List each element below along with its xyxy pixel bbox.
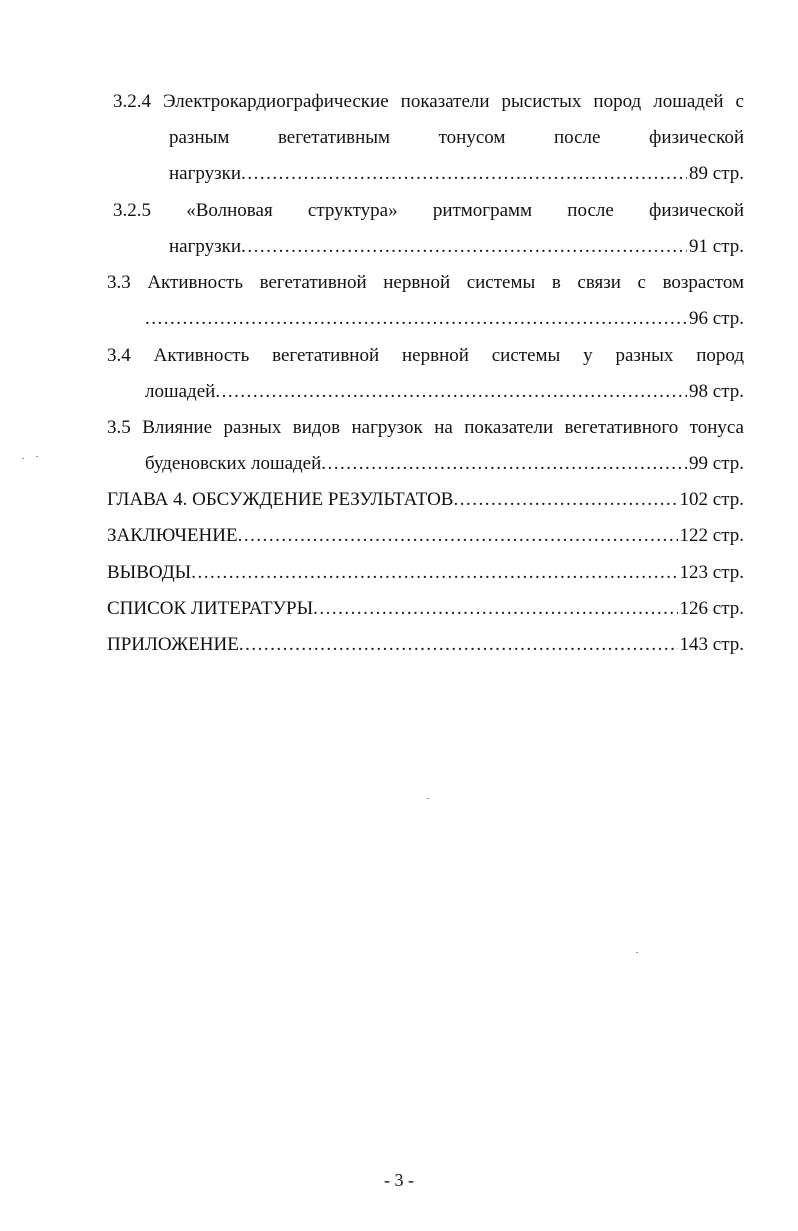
toc-entry-conclusion	[107, 518, 744, 554]
toc-entry-conclusion-text: ЗАКЛЮЧЕНИЕ	[107, 525, 238, 546]
toc-entry-3-5-line-2	[145, 446, 744, 482]
page-number: - 3 -	[384, 1170, 414, 1190]
toc-entry-3-2-4-line-2: разным вегетативным тонусом после физической	[169, 127, 744, 148]
scan-speck	[636, 952, 638, 953]
toc-leader-dots	[321, 446, 687, 482]
toc-entry-conclusion-page: 122 стр.	[679, 525, 744, 546]
toc-entry-chapter-4-text: ГЛАВА 4. ОБСУЖДЕНИЕ РЕЗУЛЬТАТОВ	[107, 489, 454, 510]
toc-entry-3-2-5-page: 91 стр.	[689, 236, 744, 257]
scan-speck	[36, 456, 38, 457]
scan-speck	[427, 798, 429, 799]
toc-entry-3-2-5-text: нагрузки	[169, 236, 242, 257]
toc-entry-3-5-line-1: 3.5 Влияние разных видов нагрузок на показатели вегетативного тонуса	[107, 417, 744, 438]
toc-entry-3-4-line-2	[145, 374, 744, 410]
toc-entry-3-4-page: 98 стр.	[689, 381, 744, 402]
toc-entry-references	[107, 591, 744, 627]
toc-leader-dots	[313, 591, 677, 627]
toc-leader-dots	[241, 156, 687, 192]
toc-entry-findings	[107, 555, 744, 591]
toc-entry-3-5-page: 99 стр.	[689, 453, 744, 474]
toc-entry-3-4-line-1: 3.4 Активность вегетативной нервной системы у разных пород	[107, 345, 744, 366]
toc-entry-3-4-text: лошадей	[145, 381, 216, 402]
toc-entry-appendix	[107, 627, 744, 663]
toc-entry-3-2-4-text: нагрузки	[169, 163, 242, 184]
toc-entry-3-2-4-line-3	[169, 156, 744, 192]
toc-entry-chapter-4-page: 102 стр.	[679, 489, 744, 510]
toc-entry-3-2-5-line-2	[169, 229, 744, 265]
toc-entry-3-2-5-line-1: 3.2.5 «Волновая структура» ритмограмм после физической	[113, 200, 744, 221]
toc-leader-dots	[145, 301, 687, 337]
toc-leader-dots	[238, 518, 678, 554]
toc-entry-3-3-page: 96 стр.	[689, 308, 744, 329]
toc-entry-3-3-line-1: 3.3 Активность вегетативной нервной системы в связи с возрастом	[107, 272, 744, 293]
scan-speck	[22, 458, 24, 459]
toc-leader-dots	[453, 482, 677, 518]
toc-leader-dots	[241, 229, 687, 265]
toc-entry-3-2-4-line-1: 3.2.4 Электрокардиографические показатели рысистых пород лошадей с	[113, 91, 744, 112]
toc-entry-appendix-text: ПРИЛОЖЕНИЕ	[107, 634, 239, 655]
toc-entry-findings-text: ВЫВОДЫ	[107, 562, 192, 583]
toc-leader-dots	[215, 374, 687, 410]
toc-entry-chapter-4	[107, 482, 744, 518]
toc-entry-references-page: 126 стр.	[679, 598, 744, 619]
toc-entry-3-2-4-page: 89 стр.	[689, 163, 744, 184]
toc-entry-3-5-text: буденовских лошадей	[145, 453, 322, 474]
toc-leader-dots	[191, 555, 677, 591]
toc-entry-3-3-line-2	[145, 301, 744, 337]
toc-entry-findings-page: 123 стр.	[679, 562, 744, 583]
toc-entry-references-text: СПИСОК ЛИТЕРАТУРЫ	[107, 598, 314, 619]
toc-entry-appendix-page: 143 стр.	[679, 634, 744, 655]
toc-leader-dots	[239, 627, 678, 663]
